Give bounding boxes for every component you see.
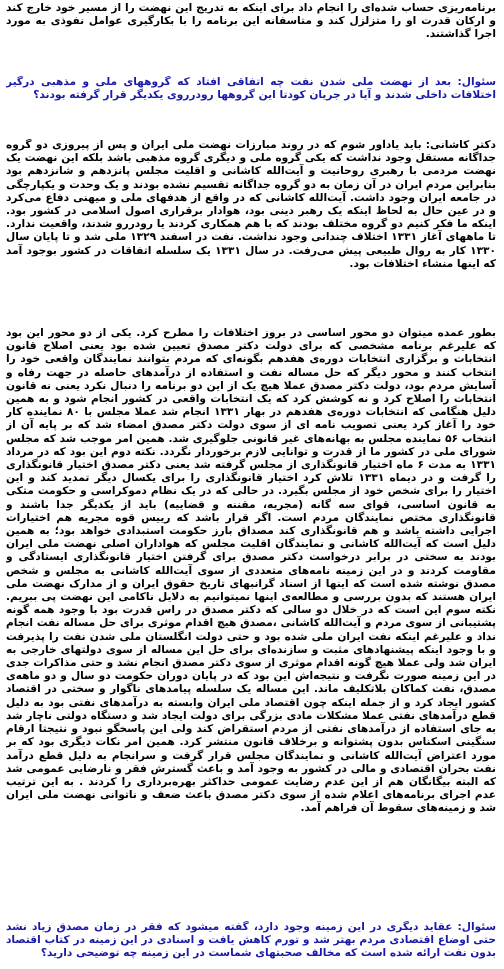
question-2: سئوال: عقاید دیگری در این زمینه وجود دارد، گفته میشود که فقر در زمان مصدق زیاد نشد حتی اوضاع اقتصادی مردم بهتر شد و تورم کاهش یافت و اسنادی در این زمینه در کتاب اقتصاد بدون نفت ارائه شده است که مخالف صحبتهای شماست در این زمینه چه توضیحی دارید؟ bbox=[6, 921, 496, 960]
body-paragraph: بطور عمده میتوان دو محور اساسی در بروز اختلافات را مطرح کرد. یکی از دو محور این بود که علیرغم برنامه مشخصی که برای دولت دکتر مصدق تعیین شده بود یعنی اصلاح قانون انتخابات و برگزاری انتخابات دوره‌ی هفدهم بگونه‌ای که مردم بتوانند نمایندگان واقعی خود را انتخاب کنند و محور دیگر که حل مساله نفت و استفاده از درآمدهای حاصله در جهت رفاه و آسایش مردم بود، دولت دکتر مصدق عملا هیچ یک از این دو برنامه را دنبال نکرد یعنی نه قانون انتخابات را اصلاح کرد و نه کوشش کرد که یک انتخابات واقعی در کشور انجام شود و به همین دلیل هنگامی که انتخابات دوره‌ی هفدهم در بهار ۱۳۳۱ انجام شد عملا مجلس با ۸۰ نماینده کار خود را آغاز کرد یعنی تصویب نامه ای از سوی دولت دکتر مصدق امضاء شد که بر پایه آن از انتخاب ۵۶ نماینده مجلس به بهانه‌های غیر قانونی جلوگیری شد. همین امر موجب شد که مجلس شورای ملی در کشور ما از قدرت و توانایی لازم برخوردار نگردد. نکته دوم این بود که در مرداد ۱۳۳۱ به مدت ۶ ماه اختیار قانونگذاری از مجلس گرفته شد یعنی دکتر مصدق اختیار قانونگذاری را گرفت و در دیماه ۱۳۳۱ تلاش کرد اختیار قانونگذاری را برای یکسال دیگر تمدید کند و این اختیار را برای شخص خود از مجلس بگیرد. در حالی که در یک نظام دموکراسی و حکومت متکی به قانون اساسی، قوای سه گانه (مجریه، مقننه و قضاییه) باید از یکدیگر جدا باشند و قانونگذاری مختص نمایندگان مردم است. اگر قرار باشد که رییس قوه مجریه هم اختیارات اجرایی داشته باشد و هم قانونگذاری کند مصداق بارز حکومت استبدادی خواهد بود؛ به همین دلیل است که آیت‌الله کاشانی و نمایندگان اقلیت مجلس که هواداران اصلی نهضت ملی ایران بودند به سختی در برابر درخواست دکتر مصدق برای گرفتن اختیار قانونگذاری ایستادگی و مقاومت کردند و در این زمینه نامه‌های متعددی از سوی آیت‌الله کاشانی به مجلس و شخص مصدق نوشته شده است که اینها از اسناد گرانبهای تاریخ حقوق ایران و از مدارک نهضت ملی ایران هستند که بدون بررسی و مطالعه‌ی اینها نمیتوانیم به دلایل ناکامی این نهضت پی ببریم. نکته سوم این است که در خلال دو سالی که دکتر مصدق در راس قدرت بود با وجود همه گونه پشتیبانی از سوی مردم و آیت‌الله کاشانی ،مصدق هیچ اقدام موثری برای حل مساله نفت انجام نداد و علیرغم اینکه نفت ایران ملی شده بود و حتی دولت انگلستان ملی شدن نفت را پذیرفت و با وجود اینکه پیشنهادهای مثبت و سازنده‌ای برای حل این مساله از سوی دولتهای خارجی به ایران شد ولی عملا هیچ گونه اقدام موثری از سوی دکتر مصدق انجام نشد و حتی مذاکرات جدی در این زمینه صورت نگرفت و نتیجه‌اش این بود که در پایان دوران حکومت دو سال و دو ماهه‌ی مصدق، نفت کماکان بلاتکلیف ماند. این مساله یک سلسله پیامدهای ناگوار و سختی در اقتصاد کشور ایجاد کرد و از جمله اینکه چون اقتصاد ملی ایران وابسته به درآمدهای نفتی بود به دلیل قطع درآمدهای نفتی عملا مشکلات مادی بزرگی برای دولت ایجاد شد و دستگاه دولتی ناچار شد به جای استفاده از درآمدهای نفتی از مردم استقراض کند ولی این پاسخگو نبود و نتیجتا ارقام سنگینی اسکناس بدون پشتوانه و برخلاف قانون منتشر کرد. همین امر نکات دیگری بود که بر مورد اعتراض آیت‌الله کاشانی و نمایندگان مجلس قرار گرفت و سرانجام به دلیل قطع درآمد نفت بحران اقتصادی و مالی در کشور به وجود آمد و باعث گسترش فقر و نارضایی عمومی شد که البته بیگانگان هم از این عدم رضایت عمومی حداکثر بهره‌برداری را کردند . به این ترتیب عدم اجرای برنامه‌های اعلام شده از سوی دکتر مصدق باعث ضعف و ناتوانی نهضت ملی ایران شد و زمینه‌های سقوط آن فراهم آمد. bbox=[6, 327, 496, 815]
intro-paragraph: برنامه‌ریزی حساب شده‌ای را انجام داد برای اینکه به تدریج این نهضت را از مسیر خود خارج کند و ارکان قدرت او را متزلزل کند و متاسفانه این برنامه را با بکارگیری عوامل نفوذی به مورد اجرا گذاشتند. bbox=[6, 2, 496, 41]
question-1: سئوال: بعد از نهضت ملی شدن نفت چه اتفاقی افتاد که گروههای ملی و مذهبی درگیر اختلافات داخلی شدند و آیا در جریان کودتا این گروهها رودرروی یکدیگر قرار گرفته بودند؟ bbox=[6, 76, 496, 102]
answer-1-paragraph: دکتر کاشانی: باید یادآور شوم که در روند مبارزات نهضت ملی ایران و پس از پیروزی دو گروه جداگانه مستقل وجود نداشت که یکی گروه ملی و دیگری گروه مذهبی باشد بلکه این نهضت یک نهضت مردمی با رهبری روحانیت و آیت‌الله کاشانی و اقلیت مجلس پانزدهم و شانزدهم بود بنابراین مردم ایران در آن زمان به دو گروه جداگانه تقسیم نشده بودند و یک وحدت و یکپارچگی در جامعه ایران وجود داشت. آیت‌الله کاشانی که در واقع از هدفهای ملی و میهنی دفاع می‌کرد و در عین حال به لحاظ اینکه یک رهبر دینی بود، هوادار برقراری اصول اسلامی در کشور بود. اینکه ما فکر کنیم دو گروه مختلف بودند که با هم همکاری کردند یا رودررو شدند، واقعیت ندارد. تا ماههای آغاز ۱۳۳۱ اختلاف چندانی وجود نداشت. نفت در اسفند ۱۳۲۹ ملی شد و تا پایان سال ۱۳۳۰ کار به روال طبیعی پیش می‌رفت. در سال ۱۳۳۱ یک سلسله اتفاقات در کشور بوجود آمد که اینها منشاء اختلافات بود. bbox=[6, 139, 496, 270]
